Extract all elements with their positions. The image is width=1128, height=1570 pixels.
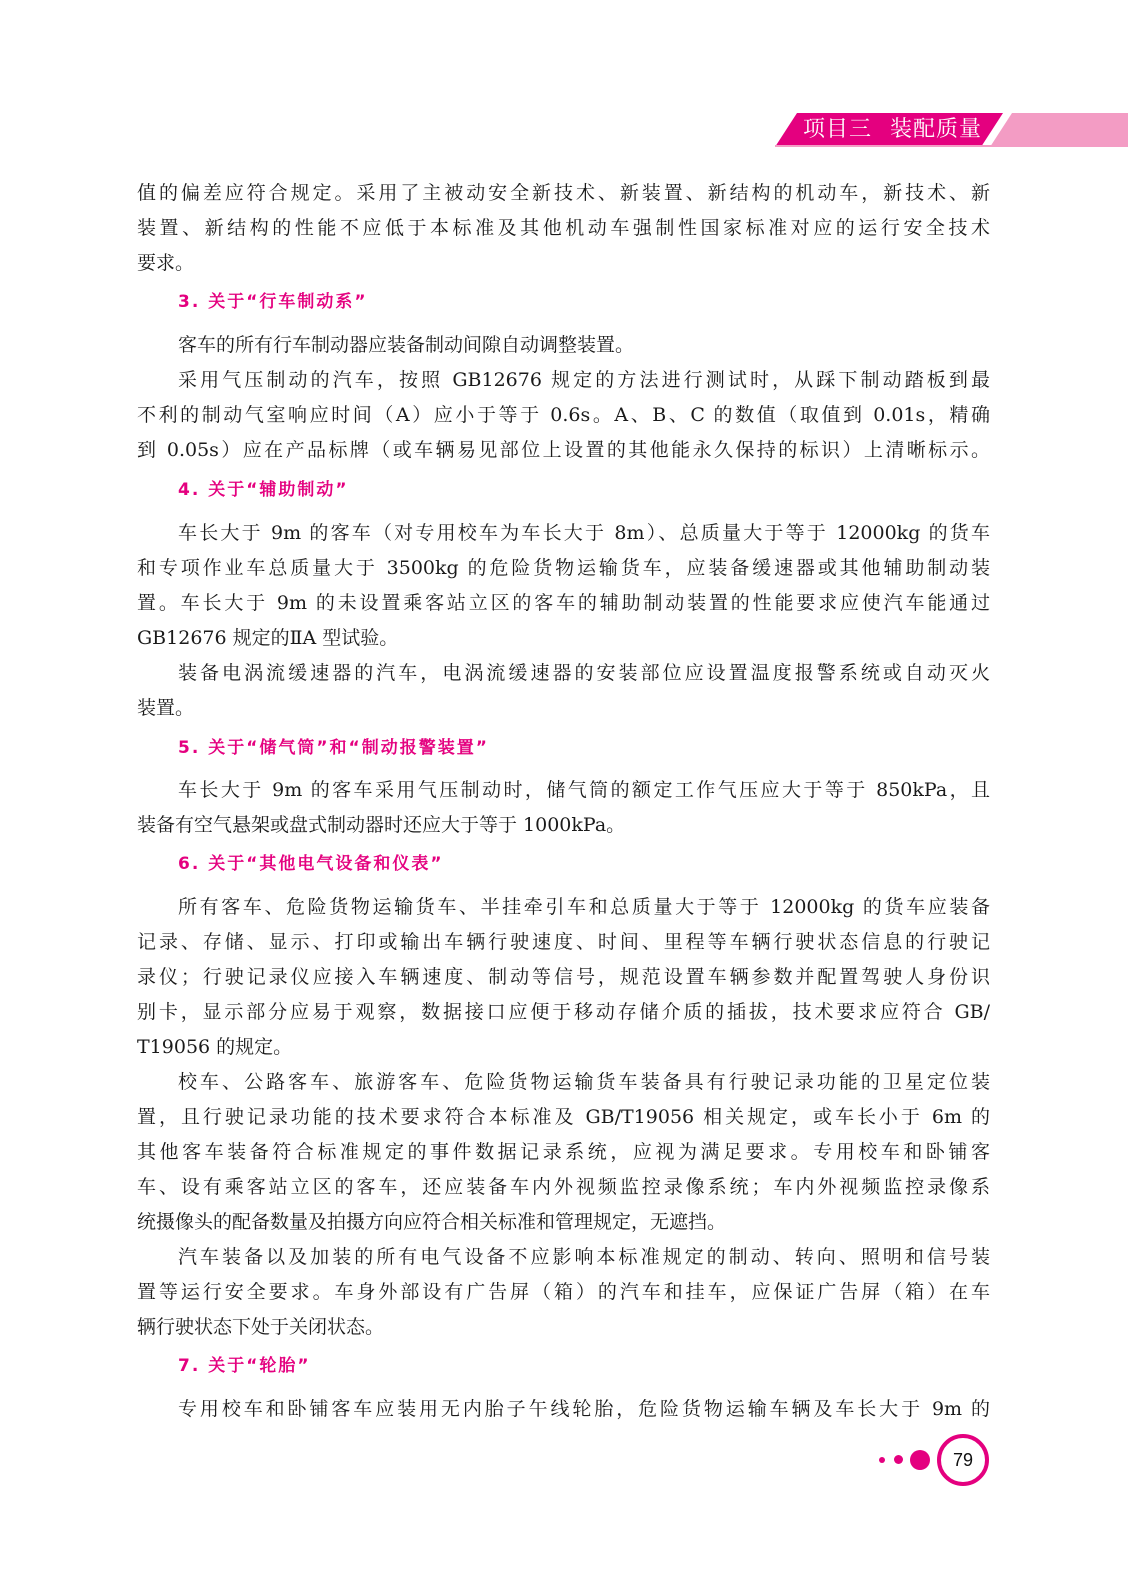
body-line: 客车的所有行车制动器应装备制动间隙自动调整装置。 bbox=[178, 334, 635, 356]
section-heading: 6. 关于“其他电气设备和仪表” bbox=[178, 854, 444, 874]
section-heading: 5. 关于“储气筒”和“制动报警装置” bbox=[178, 738, 489, 758]
body-line: 装置、新结构的性能不应低于本标准及其他机动车强制性国家标准对应的运行安全技术 bbox=[137, 217, 990, 239]
body-line: 车长大于 9m 的客车（对专用校车为车长大于 8m）、总质量大于等于 12000kg 的货车 bbox=[178, 522, 990, 544]
body-line: 其他客车装备符合标准规定的事件数据记录系统，应视为满足要求。专用校车和卧铺客 bbox=[137, 1141, 990, 1163]
body-line: 要求。 bbox=[137, 252, 195, 274]
header-band-tail bbox=[990, 113, 1128, 147]
section-heading: 3. 关于“行车制动系” bbox=[178, 292, 368, 312]
body-line: 和专项作业车总质量大于 3500kg 的危险货物运输货车，应装备缓速器或其他辅助制动装 bbox=[137, 557, 990, 579]
section-heading: 7. 关于“轮胎” bbox=[178, 1356, 311, 1376]
body-line: 不利的制动气室响应时间（A）应小于等于 0.6s。A、B、C 的数值（取值到 0.01s，精确 bbox=[137, 404, 990, 426]
body-line: 装置。 bbox=[137, 697, 195, 719]
header-section: 项目三 bbox=[803, 117, 873, 142]
body-line: T19056 的规定。 bbox=[137, 1036, 293, 1058]
body-line: 统摄像头的配备数量及拍摄方向应符合相关标准和管理规定，无遮挡。 bbox=[137, 1211, 727, 1233]
body-line: 采用气压制动的汽车，按照 GB12676 规定的方法进行测试时，从踩下制动踏板到最 bbox=[178, 369, 990, 391]
ornament-dot-small bbox=[879, 1457, 885, 1463]
body-line: 置。车长大于 9m 的未设置乘客站立区的客车的辅助制动装置的性能要求应使汽车能通过 bbox=[137, 592, 990, 614]
body-line: 汽车装备以及加装的所有电气设备不应影响本标准规定的制动、转向、照明和信号装 bbox=[178, 1246, 990, 1268]
ornament-dot-medium bbox=[894, 1455, 903, 1464]
body-line: 装备有空气悬架或盘式制动器时还应大于等于 1000kPa。 bbox=[137, 814, 626, 836]
body-line: 别卡，显示部分应易于观察，数据接口应便于移动存储介质的插拔，技术要求应符合 GB/ bbox=[137, 1001, 990, 1023]
body-line: 所有客车、危险货物运输货车、半挂牵引车和总质量大于等于 12000kg 的货车应装备 bbox=[178, 896, 990, 918]
body-line: 车、设有乘客站立区的客车，还应装备车内外视频监控录像系统；车内外视频监控录像系 bbox=[137, 1176, 990, 1198]
body-line: 装备电涡流缓速器的汽车，电涡流缓速器的安装部位应设置温度报警系统或自动灭火 bbox=[178, 662, 990, 684]
body-line: 记录、存储、显示、打印或输出车辆行驶速度、时间、里程等车辆行驶状态信息的行驶记 bbox=[137, 931, 990, 953]
body-line: 校车、公路客车、旅游客车、危险货物运输货车装备具有行驶记录功能的卫星定位装 bbox=[178, 1071, 990, 1093]
body-line: 置，且行驶记录功能的技术要求符合本标准及 GB/T19056 相关规定，或车长小于 6m 的 bbox=[137, 1106, 990, 1128]
body-line: 值的偏差应符合规定。采用了主被动安全新技术、新装置、新结构的机动车，新技术、新 bbox=[137, 182, 990, 204]
page-number: 79 bbox=[937, 1434, 989, 1486]
body-line: 车长大于 9m 的客车采用气压制动时，储气筒的额定工作气压应大于等于 850kPa，且 bbox=[178, 779, 990, 801]
body-line: 到 0.05s）应在产品标牌（或车辆易见部位上设置的其他能永久保持的标识）上清晰标示。 bbox=[137, 439, 990, 461]
body-line: GB12676 规定的ⅡA 型试验。 bbox=[137, 627, 399, 649]
body-line: 辆行驶状态下处于关闭状态。 bbox=[137, 1316, 385, 1338]
ornament-dot-large bbox=[910, 1450, 930, 1470]
body-line: 置等运行安全要求。车身外部设有广告屏（箱）的汽车和挂车，应保证广告屏（箱）在车 bbox=[137, 1281, 990, 1303]
section-heading: 4. 关于“辅助制动” bbox=[178, 480, 349, 500]
body-line: 专用校车和卧铺客车应装用无内胎子午线轮胎，危险货物运输车辆及车长大于 9m 的 bbox=[178, 1398, 990, 1420]
body-line: 录仪；行驶记录仪应接入车辆速度、制动等信号，规范设置车辆参数并配置驾驶人身份识 bbox=[137, 966, 990, 988]
header-title: 装配质量 bbox=[890, 117, 983, 142]
